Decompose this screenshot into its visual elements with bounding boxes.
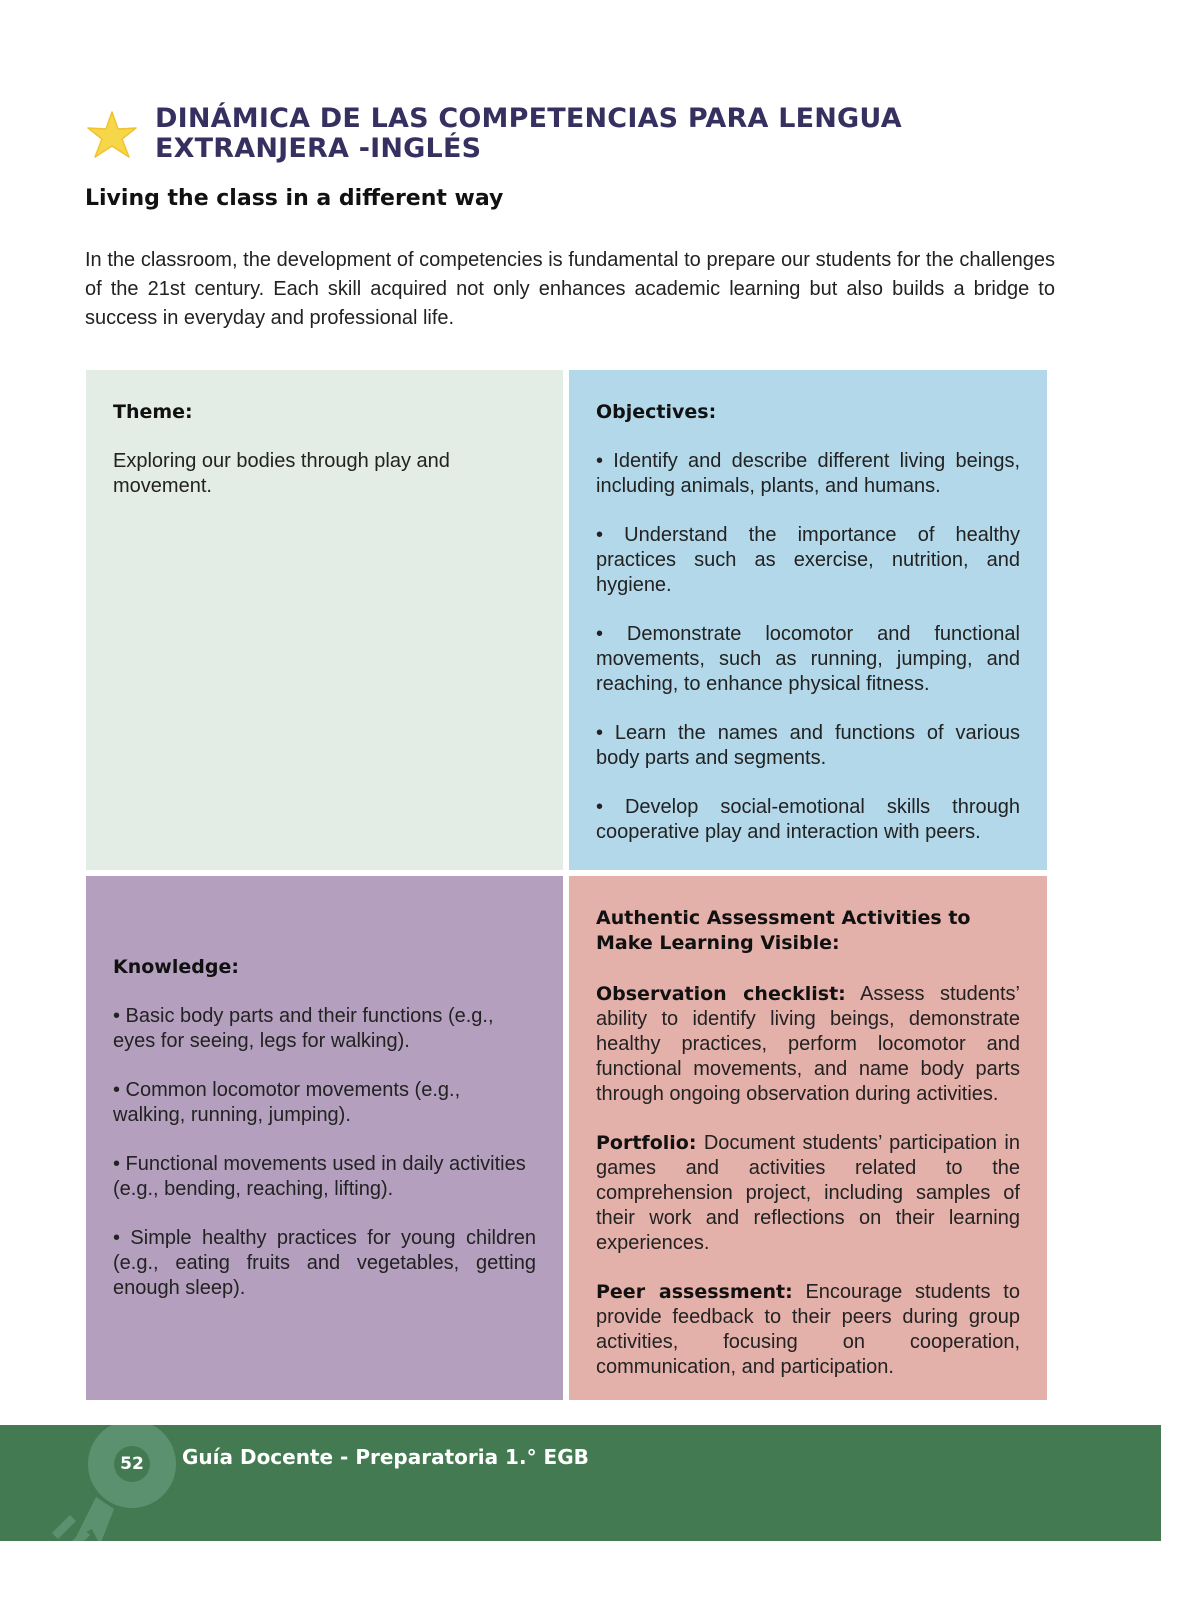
section-subtitle: Living the class in a different way <box>85 186 504 211</box>
assessment-item-label: Peer assessment: <box>596 1281 793 1303</box>
intro-paragraph: In the classroom, the development of competencies is fundamental to prepare our students for the challenges of the 21st century. Each skill acquired not only enhances academic learning but also builds a bridge to success in everyday and professional life. <box>85 249 1055 329</box>
assessment-item-label: Portfolio: <box>596 1132 697 1154</box>
list-item: • Identify and describe different living beings, including animals, plants, and humans. <box>596 450 1020 497</box>
assessment-box <box>569 876 1047 1400</box>
assessment-item-text: Assess students’ ability to identify living beings, demonstrate healthy practices, perform locomotor and functional movements, and name body parts through ongoing observation during activities. <box>596 983 1020 1105</box>
assessment-item-text: Document students’ participation in games and activities related to the comprehension project, including samples of their work and reflections on their learning experiences. <box>596 1132 1020 1254</box>
assessment-item <box>596 982 1020 1107</box>
page-footer <box>0 1425 1161 1541</box>
list-item: • Basic body parts and their functions (e.g., eyes for seeing, legs for walking). <box>113 1005 494 1052</box>
page-number: 52 <box>120 1454 144 1474</box>
assessment-item <box>596 1131 1020 1256</box>
star-icon <box>85 110 139 164</box>
assessment-heading: Authentic Assessment Activities to Make Learning Visible: <box>596 907 971 954</box>
list-item: • Demonstrate locomotor and functional movements, such as running, jumping, and reaching, to enhance physical fitness. <box>596 623 1020 695</box>
list-item: • Develop social-emotional skills through cooperative play and interaction with peers. <box>596 796 1020 843</box>
footer-title: Guía Docente - Preparatoria 1.° EGB <box>182 1445 589 1469</box>
assessment-item-text: Encourage students to provide feedback to their peers during group activities, focusing on cooperation, communication, and participation. <box>596 1281 1020 1378</box>
list-item: • Understand the importance of healthy practices such as exercise, nutrition, and hygiene. <box>596 524 1020 596</box>
page-header <box>85 104 1085 174</box>
assessment-item-label: Observation checklist: <box>596 983 846 1005</box>
assessment-item <box>596 1280 1020 1380</box>
list-item: • Functional movements used in daily activities (e.g., bending, reaching, lifting). <box>113 1153 526 1200</box>
theme-text: Exploring our bodies through play and movement. <box>113 450 450 497</box>
list-item: • Common locomotor movements (e.g., walking, running, jumping). <box>113 1079 461 1126</box>
knowledge-box <box>86 876 563 1400</box>
theme-box <box>86 370 563 870</box>
objectives-box <box>569 370 1047 870</box>
page-title-line2: EXTRANJERA -INGLÉS <box>155 133 482 164</box>
list-item: • Learn the names and functions of various body parts and segments. <box>596 722 1020 769</box>
rocket-icon <box>40 1425 200 1541</box>
objectives-heading: Objectives: <box>596 401 717 423</box>
theme-heading: Theme: <box>113 401 193 423</box>
knowledge-heading: Knowledge: <box>113 956 239 978</box>
page-title <box>155 104 902 164</box>
page-title-line1: DINÁMICA DE LAS COMPETENCIAS PARA LENGUA <box>155 103 902 134</box>
list-item: • Simple healthy practices for young children (e.g., eating fruits and vegetables, getting enough sleep). <box>113 1227 536 1299</box>
